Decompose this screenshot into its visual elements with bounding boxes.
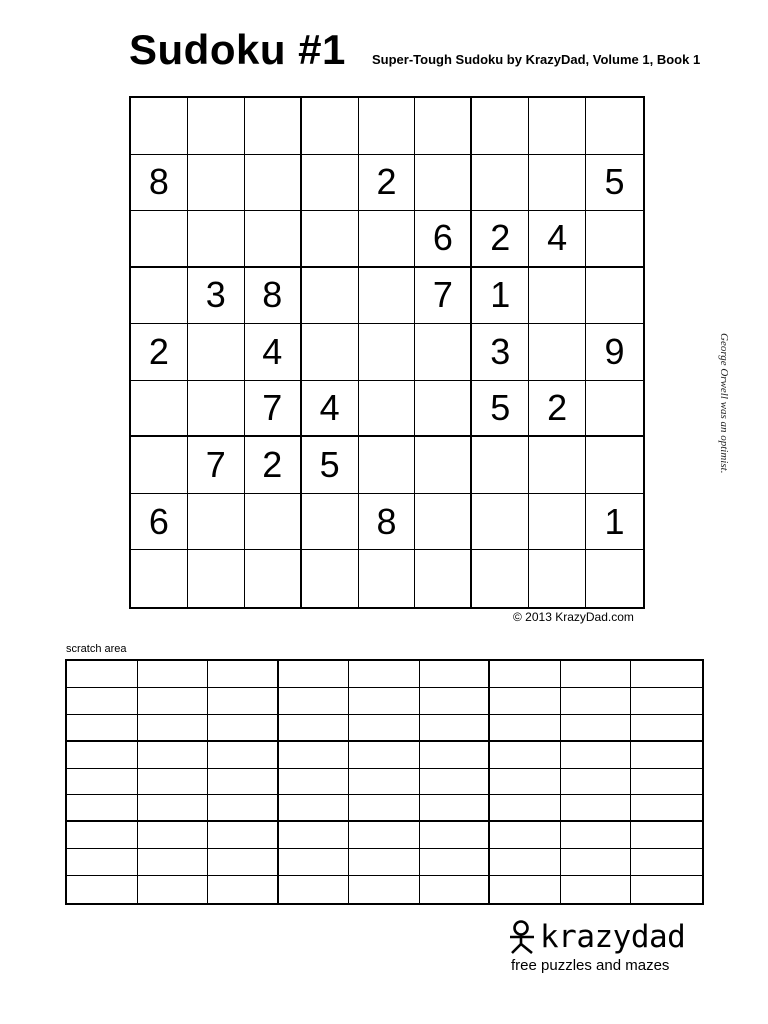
sudoku-cell[interactable] [586,550,643,607]
scratch-cell[interactable] [67,715,138,742]
scratch-cell[interactable] [561,876,632,903]
sudoku-cell[interactable] [245,494,302,551]
scratch-cell[interactable] [138,795,209,822]
scratch-cell[interactable] [67,822,138,849]
sudoku-cell[interactable]: 8 [131,155,188,212]
sudoku-cell[interactable] [472,98,529,155]
sudoku-cell[interactable]: 2 [245,437,302,494]
sudoku-cell[interactable] [131,437,188,494]
scratch-cell[interactable] [631,795,702,822]
scratch-cell[interactable] [208,822,279,849]
sudoku-cell[interactable] [188,98,245,155]
page-subtitle: Super-Tough Sudoku by KrazyDad, Volume 1, Book 1 [372,52,701,67]
scratch-cell[interactable] [490,688,561,715]
sudoku-cell[interactable]: 5 [586,155,643,212]
logo-tagline: free puzzles and mazes [511,957,670,974]
scratch-cell[interactable] [279,715,350,742]
sudoku-cell[interactable]: 8 [359,494,416,551]
scratch-cell[interactable] [138,715,209,742]
sudoku-cell[interactable] [131,211,188,268]
scratch-cell[interactable] [490,742,561,769]
sudoku-cell[interactable] [302,268,359,325]
sudoku-cell[interactable]: 5 [472,381,529,438]
scratch-cell[interactable] [490,661,561,688]
scratch-cell[interactable] [67,661,138,688]
scratch-cell[interactable] [420,661,491,688]
sudoku-cell[interactable] [302,155,359,212]
sudoku-cell[interactable] [188,211,245,268]
scratch-cell[interactable] [67,849,138,876]
scratch-cell[interactable] [420,742,491,769]
sudoku-cell[interactable] [131,550,188,607]
scratch-cell[interactable] [561,795,632,822]
sudoku-cell[interactable] [586,381,643,438]
sudoku-cell[interactable] [302,211,359,268]
scratch-cell[interactable] [490,822,561,849]
sudoku-cell[interactable] [586,268,643,325]
scratch-cell[interactable] [631,876,702,903]
scratch-cell[interactable] [631,769,702,796]
scratch-cell[interactable] [279,822,350,849]
scratch-cell[interactable] [208,715,279,742]
scratch-cell[interactable] [208,688,279,715]
copyright-text: © 2013 KrazyDad.com [513,610,634,624]
sudoku-cell[interactable] [188,324,245,381]
sudoku-cell[interactable] [529,494,586,551]
scratch-cell[interactable] [561,715,632,742]
sudoku-cell[interactable] [302,494,359,551]
sudoku-cell[interactable] [472,437,529,494]
sudoku-cell[interactable] [415,494,472,551]
sudoku-cell[interactable] [472,494,529,551]
scratch-cell[interactable] [420,822,491,849]
sudoku-cell[interactable]: 4 [529,211,586,268]
scratch-cell[interactable] [138,822,209,849]
sudoku-cell[interactable] [586,211,643,268]
sudoku-cell[interactable]: 6 [131,494,188,551]
scratch-cell[interactable] [631,661,702,688]
sudoku-cell[interactable] [245,211,302,268]
sudoku-cell[interactable] [131,268,188,325]
scratch-cell[interactable] [420,795,491,822]
side-quote: George Orwell was an optimist. [718,333,730,474]
scratch-cell[interactable] [349,822,420,849]
sudoku-cell[interactable] [302,550,359,607]
scratch-cell[interactable] [490,769,561,796]
scratch-cell[interactable] [208,661,279,688]
sudoku-cell[interactable] [302,324,359,381]
scratch-cell[interactable] [208,795,279,822]
scratch-cell[interactable] [349,849,420,876]
scratch-cell[interactable] [349,795,420,822]
sudoku-cell[interactable]: 3 [472,324,529,381]
sudoku-cell[interactable] [245,155,302,212]
scratch-cell[interactable] [208,769,279,796]
sudoku-cell[interactable] [415,324,472,381]
sudoku-cell[interactable] [529,437,586,494]
scratch-cell[interactable] [67,688,138,715]
scratch-cell[interactable] [138,849,209,876]
sudoku-grid [129,96,645,609]
sudoku-cell[interactable] [586,437,643,494]
sudoku-cell[interactable]: 4 [302,381,359,438]
scratch-cell[interactable] [67,876,138,903]
sudoku-cell[interactable]: 1 [472,268,529,325]
scratch-cell[interactable] [208,742,279,769]
scratch-cell[interactable] [279,742,350,769]
scratch-cell[interactable] [490,876,561,903]
sudoku-cell[interactable] [359,211,416,268]
scratch-cell[interactable] [67,795,138,822]
sudoku-cell[interactable] [415,437,472,494]
scratch-cell[interactable] [349,769,420,796]
sudoku-cell[interactable] [131,98,188,155]
sudoku-cell[interactable] [245,550,302,607]
sudoku-cell[interactable] [415,98,472,155]
scratch-cell[interactable] [490,715,561,742]
sudoku-cell[interactable] [359,324,416,381]
sudoku-cell[interactable] [529,324,586,381]
scratch-cell[interactable] [561,769,632,796]
sudoku-cell[interactable] [188,494,245,551]
sudoku-cell[interactable] [415,155,472,212]
scratch-cell[interactable] [561,849,632,876]
sudoku-cell[interactable]: 2 [472,211,529,268]
sudoku-cell[interactable] [529,98,586,155]
scratch-cell[interactable] [561,661,632,688]
scratch-cell[interactable] [279,769,350,796]
sudoku-cell[interactable] [472,155,529,212]
sudoku-cell[interactable] [472,550,529,607]
scratch-cell[interactable] [490,795,561,822]
scratch-cell[interactable] [138,688,209,715]
sudoku-cell[interactable]: 2 [359,155,416,212]
scratch-cell[interactable] [420,876,491,903]
scratch-cell[interactable] [631,822,702,849]
scratch-cell[interactable] [490,849,561,876]
scratch-cell[interactable] [420,688,491,715]
sudoku-cell[interactable] [529,268,586,325]
scratch-cell[interactable] [138,769,209,796]
scratch-cell[interactable] [208,876,279,903]
scratch-area-label: scratch area [66,643,127,655]
scratch-cell[interactable] [349,715,420,742]
sudoku-cell[interactable]: 9 [586,324,643,381]
scratch-cell[interactable] [279,795,350,822]
krazydad-stick-figure-icon [508,920,538,960]
scratch-cell[interactable] [631,688,702,715]
scratch-cell[interactable] [138,742,209,769]
sudoku-cell[interactable] [245,98,302,155]
sudoku-cell[interactable] [188,550,245,607]
scratch-cell[interactable] [420,849,491,876]
scratch-cell[interactable] [349,876,420,903]
sudoku-cell[interactable]: 7 [245,381,302,438]
sudoku-cell[interactable] [188,155,245,212]
scratch-cell[interactable] [631,849,702,876]
sudoku-cell[interactable] [586,98,643,155]
scratch-cell[interactable] [279,688,350,715]
scratch-cell[interactable] [138,876,209,903]
sudoku-cell[interactable] [415,381,472,438]
krazydad-logo [508,918,708,978]
sudoku-cell[interactable]: 7 [188,437,245,494]
scratch-cell[interactable] [279,849,350,876]
sudoku-cell[interactable]: 2 [131,324,188,381]
sudoku-cell[interactable]: 8 [245,268,302,325]
sudoku-cell[interactable]: 2 [529,381,586,438]
sudoku-cell[interactable] [529,155,586,212]
scratch-cell[interactable] [561,742,632,769]
scratch-cell[interactable] [349,688,420,715]
sudoku-cell[interactable] [415,550,472,607]
scratch-cell[interactable] [208,849,279,876]
scratch-cell[interactable] [67,769,138,796]
page-title: Sudoku #1 [129,26,346,73]
sudoku-cell[interactable]: 7 [415,268,472,325]
sudoku-cell[interactable] [188,381,245,438]
scratch-cell[interactable] [138,661,209,688]
scratch-cell[interactable] [279,876,350,903]
scratch-cell[interactable] [279,661,350,688]
sudoku-cell[interactable] [302,98,359,155]
sudoku-cell[interactable] [359,550,416,607]
scratch-cell[interactable] [420,769,491,796]
scratch-cell[interactable] [631,742,702,769]
scratch-cell[interactable] [420,715,491,742]
sudoku-cell[interactable]: 4 [245,324,302,381]
sudoku-cell[interactable]: 3 [188,268,245,325]
sudoku-cell[interactable] [131,381,188,438]
sudoku-cell[interactable]: 5 [302,437,359,494]
scratch-area-grid [65,659,704,905]
sudoku-cell[interactable]: 6 [415,211,472,268]
logo-wordmark: krazydad [540,919,686,955]
sudoku-cell[interactable] [529,550,586,607]
sudoku-cell[interactable] [359,98,416,155]
scratch-cell[interactable] [561,822,632,849]
scratch-cell[interactable] [631,715,702,742]
scratch-cell[interactable] [349,661,420,688]
sudoku-cell[interactable] [359,268,416,325]
scratch-cell[interactable] [561,688,632,715]
scratch-cell[interactable] [67,742,138,769]
sudoku-cell[interactable] [359,437,416,494]
scratch-cell[interactable] [349,742,420,769]
sudoku-cell[interactable] [359,381,416,438]
sudoku-cell[interactable]: 1 [586,494,643,551]
